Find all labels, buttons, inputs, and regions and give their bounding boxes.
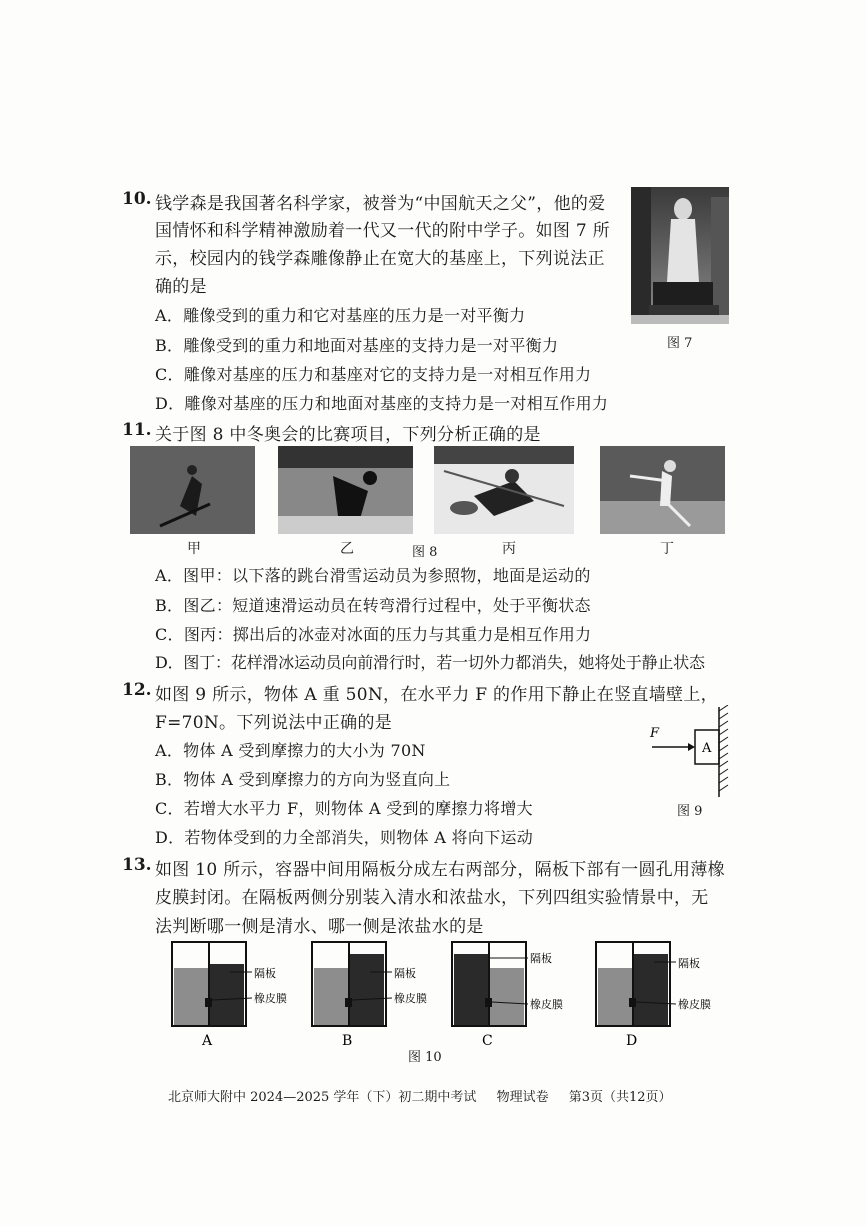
figure-10-diagram — [160, 938, 760, 1048]
question-13-stem-line-2: 皮膜封闭。在隔板两侧分别装入清水和浓盐水，下列四组实验情景中，无 — [155, 888, 709, 908]
question-11-stem: 关于图 8 中冬奥会的比赛项目，下列分析正确的是 — [155, 425, 541, 445]
footer-page: 第3页（共12页） — [568, 1090, 672, 1105]
question-12-number: 12. — [122, 680, 152, 700]
question-11-option-c[interactable]: C．图丙：掷出后的冰壶对冰面的压力与其重力是相互作用力 — [155, 625, 592, 644]
container-d-label: D — [626, 1033, 638, 1048]
figure-8-label-bing: 丙 — [502, 541, 516, 557]
container-a-membrane-label: 橡皮膜 — [254, 992, 287, 1005]
container-c-membrane-label: 橡皮膜 — [530, 998, 563, 1011]
container-b-partition-label: 隔板 — [394, 967, 416, 980]
question-10-option-c[interactable]: C．雕像对基座的压力和基座对它的支持力是一对相互作用力 — [155, 365, 592, 384]
question-10-stem-line-4: 确的是 — [155, 277, 207, 297]
force-arrow-head — [688, 743, 695, 751]
figure-8-label-ding: 丁 — [660, 541, 674, 557]
question-10-option-d[interactable]: D．雕像对基座的压力和地面对基座的支持力是一对相互作用力 — [155, 394, 609, 413]
container-b-label: B — [342, 1033, 353, 1048]
footer-school: 北京师大附中 2024—2025 学年（下）初二期中考试 — [168, 1090, 477, 1105]
figure-8-label-yi: 乙 — [340, 541, 354, 557]
speed-skating-photo — [278, 446, 413, 534]
container-c-partition-label: 隔板 — [530, 952, 552, 965]
container-b-membrane-label: 橡皮膜 — [394, 992, 427, 1005]
question-10-option-a[interactable]: A．雕像受到的重力和它对基座的压力是一对平衡力 — [155, 306, 526, 325]
question-12-option-b[interactable]: B．物体 A 受到摩擦力的方向为竖直向上 — [155, 770, 451, 789]
figure-8-label-jia: 甲 — [187, 541, 201, 557]
container-c — [452, 942, 563, 1048]
statue-photo — [631, 187, 729, 324]
container-b — [312, 942, 427, 1048]
figure-7-caption: 图 7 — [667, 336, 693, 351]
container-d-partition-label: 隔板 — [678, 957, 700, 970]
figure-skating-photo — [600, 446, 725, 534]
container-a-label: A — [202, 1033, 213, 1048]
question-10-stem-line-1: 钱学森是我国著名科学家，被誉为“中国航天之父”，他的爱 — [155, 194, 606, 214]
container-a — [172, 942, 287, 1048]
figure-9-caption: 图 9 — [677, 804, 703, 819]
question-10-option-b[interactable]: B．雕像受到的重力和地面对基座的支持力是一对平衡力 — [155, 336, 559, 355]
question-10-stem-line-2: 国情怀和科学精神激励着一代又一代的附中学子。如图 7 所 — [155, 221, 611, 241]
question-12-option-d[interactable]: D．若物体受到的力全部消失，则物体 A 将向下运动 — [155, 828, 534, 847]
question-13-stem-line-1: 如图 10 所示，容器中间用隔板分成左右两部分，隔板下部有一圆孔用薄橡 — [155, 860, 725, 880]
question-12-stem-line-1: 如图 9 所示，物体 A 重 50N，在水平力 F 的作用下静止在竖直墙壁上， — [155, 685, 718, 705]
question-13-number: 13. — [122, 855, 152, 875]
wall-hatching — [719, 705, 728, 791]
question-10-stem-line-3: 示，校园内的钱学森雕像静止在宽大的基座上，下列说法正 — [155, 249, 605, 269]
question-11-option-a[interactable]: A．图甲：以下落的跳台滑雪运动员为参照物，地面是运动的 — [155, 566, 591, 585]
question-11-number: 11. — [122, 420, 152, 440]
curling-photo — [434, 446, 574, 534]
question-11-option-b[interactable]: B．图乙：短道速滑运动员在转弯滑行过程中，处于平衡状态 — [155, 596, 591, 615]
question-12-stem-line-2: F=70N。下列说法中正确的是 — [155, 713, 393, 733]
page-footer — [168, 1086, 688, 1105]
block-a-label: A — [702, 741, 712, 756]
question-13-stem-line-3: 法判断哪一侧是清水、哪一侧是浓盐水的是 — [155, 917, 484, 937]
figure-9-diagram — [640, 705, 740, 800]
question-11-option-d[interactable]: D．图丁：花样滑冰运动员向前滑行时，若一切外力都消失，她将处于静止状态 — [155, 653, 705, 672]
figure-8-caption: 图 8 — [412, 545, 438, 560]
container-d — [596, 942, 711, 1048]
question-10-number: 10. — [122, 189, 152, 209]
container-d-membrane-label: 橡皮膜 — [678, 998, 711, 1011]
figure-10-caption: 图 10 — [408, 1050, 442, 1065]
footer-subject: 物理试卷 — [496, 1090, 549, 1105]
question-12-option-c[interactable]: C．若增大水平力 F，则物体 A 受到的摩擦力将增大 — [155, 799, 533, 818]
container-a-partition-label: 隔板 — [254, 967, 276, 980]
ski-jump-photo — [130, 446, 255, 534]
question-12-option-a[interactable]: A．物体 A 受到摩擦力的大小为 70N — [155, 741, 426, 760]
force-label: F — [650, 726, 660, 741]
container-c-label: C — [482, 1033, 493, 1048]
